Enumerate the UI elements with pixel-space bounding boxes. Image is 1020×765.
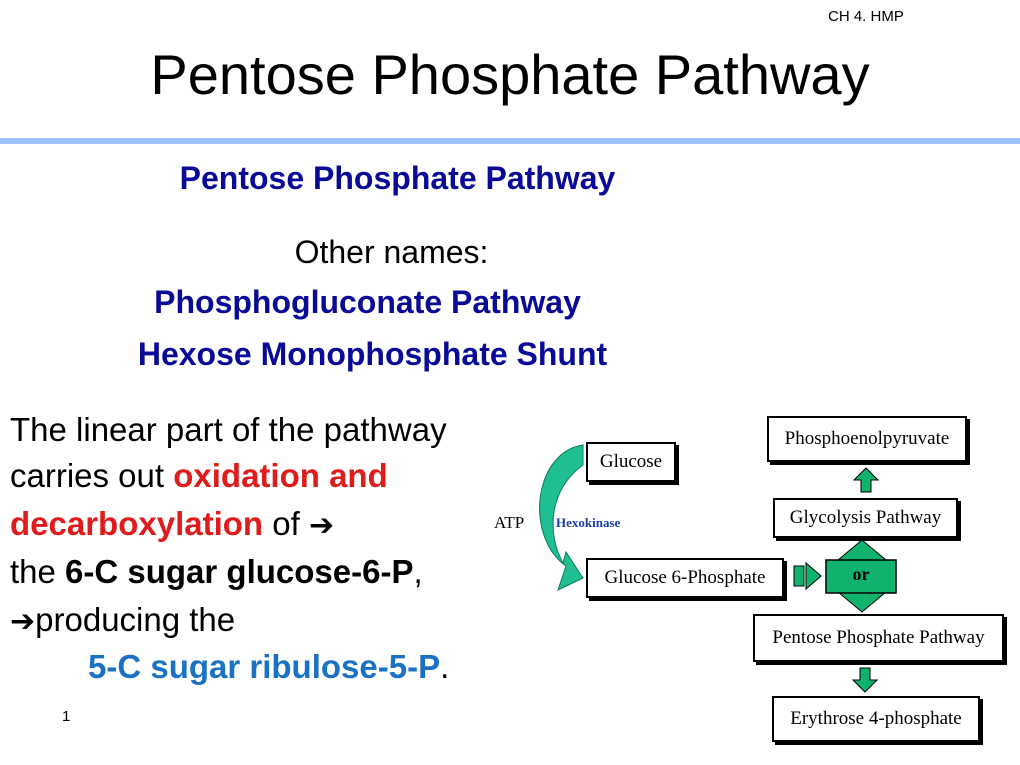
arrow-shaft (794, 566, 804, 586)
glucose-box: Glucose (586, 442, 676, 482)
hexokinase-label: Hexokinase (556, 515, 621, 530)
body-text: The linear part of the pathway (10, 411, 447, 448)
erythrose-4-phosphate-box: Erythrose 4-phosphate (772, 696, 980, 742)
body-text: , (413, 553, 423, 590)
oxidation-highlight: oxidation and (173, 457, 388, 494)
pentose-phosphate-pathway-box: Pentose Phosphate Pathway (753, 614, 1004, 662)
body-text: carries out (10, 457, 174, 494)
chapter-label: CH 4. HMP (828, 8, 904, 25)
ribulose-5p-highlight: 5-C sugar ribulose-5-P (88, 648, 441, 685)
slide-title: Pentose Phosphate Pathway (150, 43, 870, 106)
down-arrow (853, 668, 877, 692)
atp-label: ATP (494, 513, 525, 532)
arrow-head-right (806, 563, 821, 589)
alt-name-hmp-shunt: Hexose Monophosphate Shunt (137, 336, 608, 372)
body-text: producing the (35, 601, 236, 638)
decarboxylation-highlight: decarboxylation (10, 505, 264, 542)
up-arrow (854, 468, 878, 492)
body-text: . (440, 648, 450, 685)
phosphoenolpyruvate-box: Phosphoenolpyruvate (767, 416, 967, 462)
right-arrow-icon: ➔ (10, 604, 36, 639)
subtitle: Pentose Phosphate Pathway (179, 160, 616, 196)
glucose-6p-highlight: 6-C sugar glucose-6-P (65, 553, 414, 590)
alt-name-phosphogluconate: Phosphogluconate Pathway (154, 284, 581, 320)
body-text: of (263, 505, 309, 542)
body-text: the (10, 553, 66, 590)
glucose-6-phosphate-box: Glucose 6-Phosphate (586, 558, 784, 598)
glycolysis-pathway-box: Glycolysis Pathway (773, 498, 958, 538)
right-arrow-icon: ➔ (308, 508, 335, 543)
other-names-label: Other names: (294, 234, 489, 270)
or-label: or (852, 564, 870, 584)
page-number: 1 (62, 708, 71, 725)
